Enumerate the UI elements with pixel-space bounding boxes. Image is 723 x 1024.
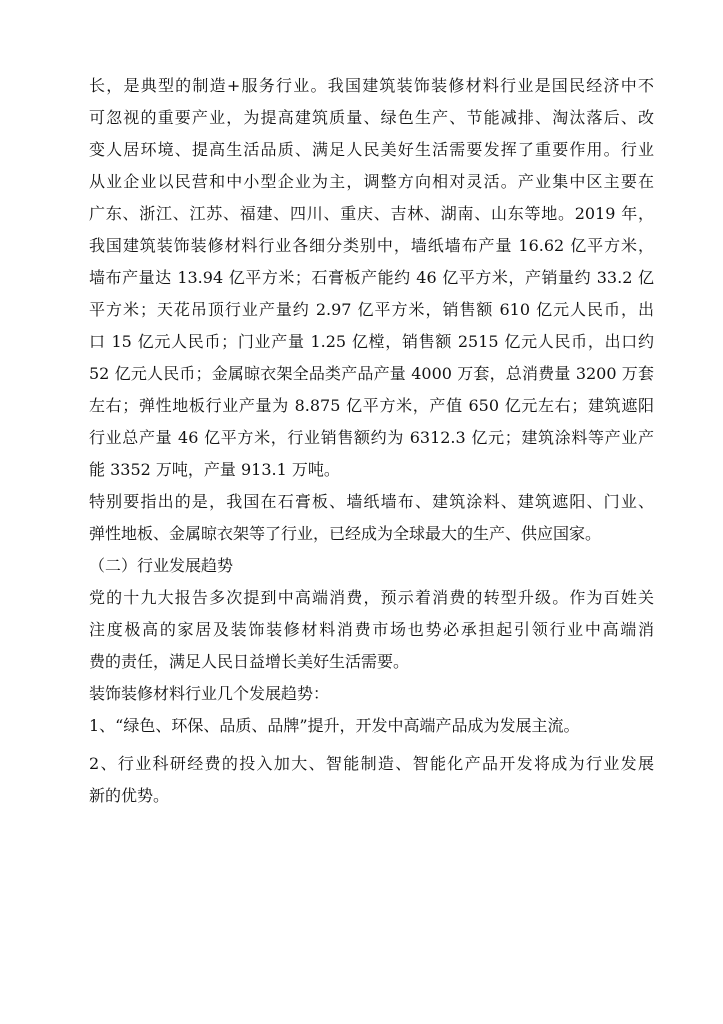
text-line: 52 亿元人民币；金属晾衣架全品类产品产量 4000 万套，总消费量 3200 万套 xyxy=(89,364,654,383)
text-line: 弹性地板、金属晾衣架等了行业，已经成为全球最大的生产、供应国家。 xyxy=(89,524,602,543)
text-line: 能 3352 万吨，产量 913.1 万吨。 xyxy=(89,460,340,479)
list-item-trend-1 xyxy=(89,710,654,742)
section-heading-development-trends xyxy=(89,550,654,582)
paragraph-consumption-upgrade xyxy=(89,582,654,678)
text-line: 我国建筑装饰装修材料行业各细分类别中，墙纸墙布产量 16.62 亿平方米， xyxy=(89,236,654,255)
paragraph-global-leadership xyxy=(89,486,654,550)
text-line: 特别要指出的是，我国在石膏板、墙纸墙布、建筑涂料、建筑遮阳、门业、 xyxy=(89,492,654,511)
text-line: 行业总产量 46 亿平方米，行业销售额约为 6312.3 亿元；建筑涂料等产业产 xyxy=(89,428,654,447)
text-line: 装饰装修材料行业几个发展趋势： xyxy=(89,684,330,703)
document-body xyxy=(89,70,654,812)
paragraph-trends-intro xyxy=(89,678,654,710)
text-line: 广东、浙江、江苏、福建、四川、重庆、吉林、湖南、山东等地。2019 年， xyxy=(89,204,654,223)
text-line: 口 15 亿元人民币；门业产量 1.25 亿樘，销售额 2515 亿元人民币，出口约 xyxy=(89,332,654,351)
text-line: 变人居环境、提高生活品质、满足人民美好生活需要发挥了重要作用。行业 xyxy=(89,140,654,159)
text-line: 注度极高的家居及装饰装修材料消费市场也势必承担起引领行业中高端消 xyxy=(89,620,654,639)
text-line: 新的优势。 xyxy=(89,786,170,805)
text-line: 左右；弹性地板行业产量为 8.875 亿平方米，产值 650 亿元左右；建筑遮阳 xyxy=(89,396,654,415)
section-heading: （二）行业发展趋势 xyxy=(89,556,234,575)
text-line: 费的责任，满足人民日益增长美好生活需要。 xyxy=(89,652,410,671)
paragraph-industry-overview xyxy=(89,70,654,486)
text-line: 2、行业科研经费的投入加大、智能制造、智能化产品开发将成为行业发展 xyxy=(89,754,654,773)
text-line: 党的十九大报告多次提到中高端消费，预示着消费的转型升级。作为百姓关 xyxy=(89,588,654,607)
text-line: 长，是典型的制造+服务行业。我国建筑装饰装修材料行业是国民经济中不 xyxy=(89,76,654,95)
text-line: 墙布产量达 13.94 亿平方米；石膏板产能约 46 亿平方米，产销量约 33.2 亿 xyxy=(89,268,654,287)
text-line: 从业企业以民营和中小型企业为主，调整方向相对灵活。产业集中区主要在 xyxy=(89,172,654,191)
text-line: 可忽视的重要产业，为提高建筑质量、绿色生产、节能减排、淘汰落后、改 xyxy=(89,108,654,127)
text-line: 1、“绿色、环保、品质、品牌”提升，开发中高端产品成为发展主流。 xyxy=(89,716,580,735)
list-item-trend-2 xyxy=(89,748,654,812)
text-line: 平方米；天花吊顶行业产量约 2.97 亿平方米，销售额 610 亿元人民币，出 xyxy=(89,300,654,319)
